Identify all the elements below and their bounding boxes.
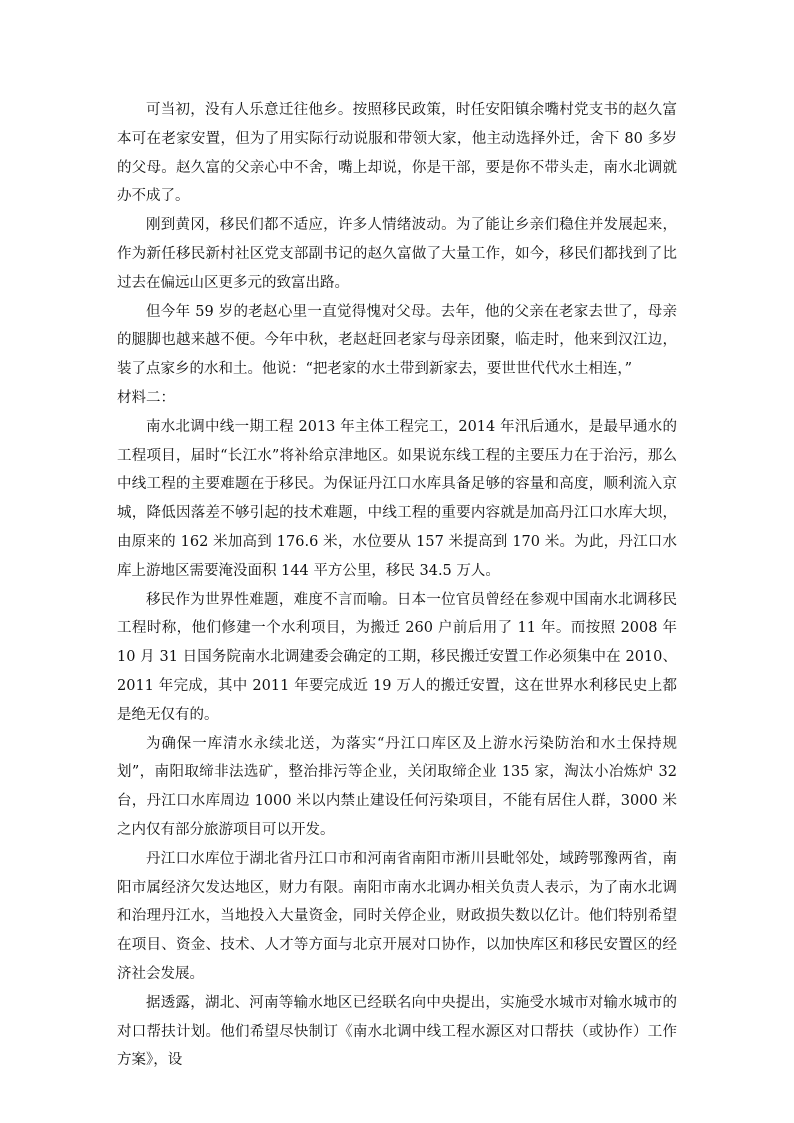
paragraph-5: 移民作为世界性难题，难度不言而喻。日本一位官员曾经在参观中国南水北调移民工程时称，他们修建一个水利项目，为搬迁 260 户前后用了 11 年。而按照 2008 年 10 月 31 日国务院南水北调建委会确定的工期，移民搬迁安置工作必须集中在 2010、2011 年完成，其中 2011 年要完成近 19 万人的搬迁安置，这在世界水利移民史上都是绝无仅有的。 [117,591,677,723]
document-page [117,96,677,1075]
paragraph-7: 丹江口水库位于湖北省丹江口市和河南省南阳市淅川县毗邻处，域跨鄂豫两省，南阳市属经济欠发达地区，财力有限。南阳市南水北调办相关负责人表示，为了南水北调和治理丹江水，当地投入大量资金，同时关停企业，财政损失数以亿计。他们特别希望在项目、资金、技术、人才等方面与北京开展对口协作，以加快库区和移民安置区的经济社会发展。 [117,850,677,982]
paragraph-2: 刚到黄冈，移民们都不适应，许多人情绪波动。为了能让乡亲们稳住并发展起来，作为新任移民新村社区党支部副书记的赵久富做了大量工作，如今，移民们都找到了比过去在偏远山区更多元的致富出路。 [117,217,677,291]
section-heading-material-2: 材料二： [117,389,175,406]
paragraph-6: 为确保一库清水永续北送，为落实“丹江口库区及上游水污染防治和水土保持规划”，南阳取缔非法选矿，整治排污等企业，关闭取缔企业 135 家，淘汰小冶炼炉 32 台，丹江口水库周边 1000 米以内禁止建设任何污染项目，不能有居住人群，3000 米之内仅有部分旅游项目可以开发。 [117,735,677,838]
paragraph-4: 南水北调中线一期工程 2013 年主体工程完工，2014 年汛后通水，是最早通水的工程项目，届时“长江水”将补给京津地区。如果说东线工程的主要压力在于治污，那么中线工程的主要难题在于移民。为保证丹江口水库具备足够的容量和高度，顺利流入京城，降低因落差不够引起的技术难题，中线工程的重要内容就是加高丹江口水库大坝，由原来的 162 米加高到 176.6 米，水位要从 157 米提高到 170 米。为此，丹江口水库上游地区需要淹没面积 144 平方公里，移民 34.5 万人。 [117,418,677,579]
paragraph-1: 可当初，没有人乐意迁往他乡。按照移民政策，时任安阳镇余嘴村党支书的赵久富本可在老家安置，但为了用实际行动说服和带领大家，他主动选择外迁，舍下 80 多岁的父母。赵久富的父亲心中不舍，嘴上却说，你是干部，要是你不带头走，南水北调就办不成了。 [117,102,677,205]
paragraph-8: 据透露，湖北、河南等输水地区已经联名向中央提出，实施受水城市对输水城市的对口帮扶计划。他们希望尽快制订《南水北调中线工程水源区对口帮扶（或协作）工作方案》，设 [117,994,677,1069]
paragraph-3: 但今年 59 岁的老赵心里一直觉得愧对父母。去年，他的父亲在老家去世了，母亲的腿脚也越来越不便。今年中秋，老赵赶回老家与母亲团聚，临走时，他来到汉江边，装了点家乡的水和土。他说：“把老家的水土带到新家去，要世世代代水土相连，” [117,303,677,378]
